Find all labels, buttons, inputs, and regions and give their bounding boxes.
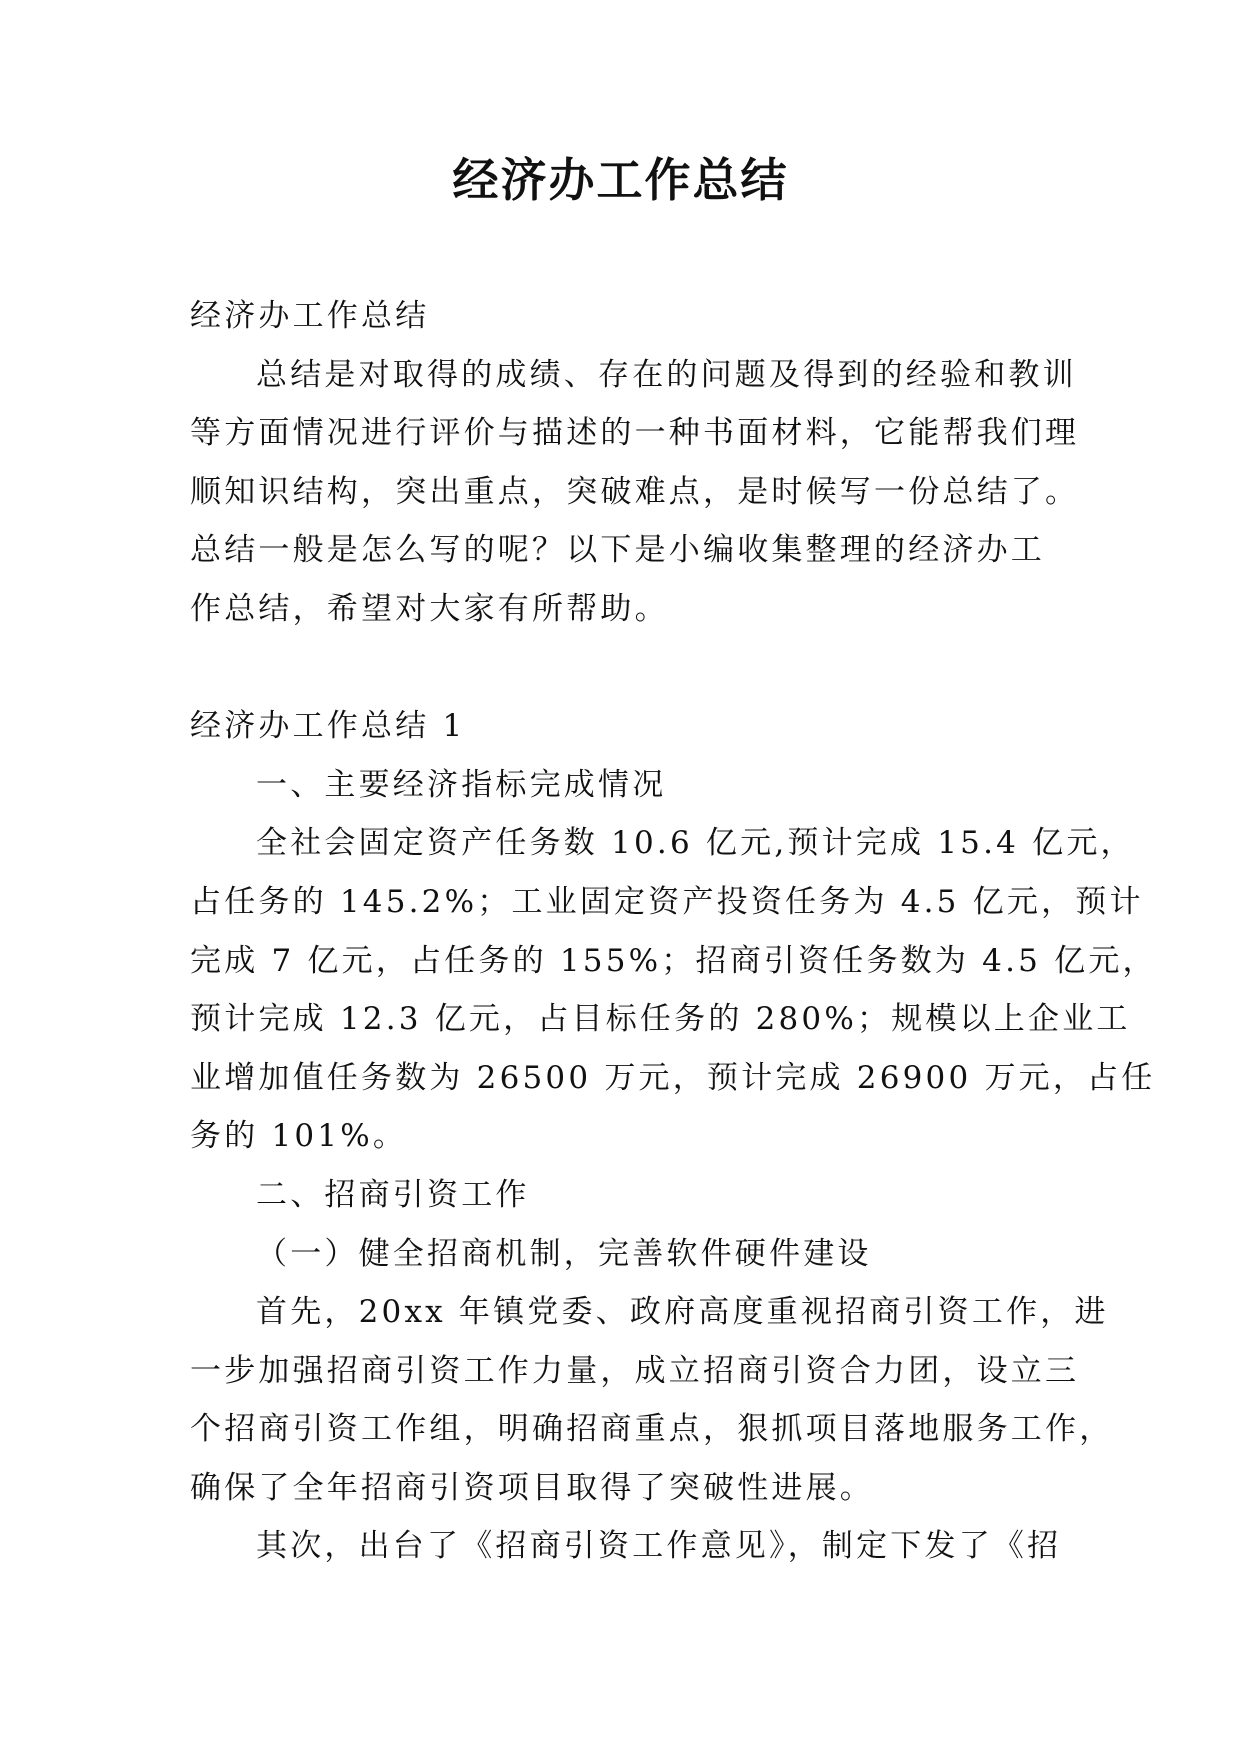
intro-line: 等方面情况进行评价与描述的一种书面材料，它能帮我们理 [190,415,1080,452]
document-title: 经济办工作总结 [452,153,789,207]
part1-line: 务的 101%。 [190,1118,408,1155]
paragraph-line: 确保了全年招商引资项目取得了突破性进展。 [190,1469,874,1506]
paragraph-line: 个招商引资工作组，明确招商重点，狠抓项目落地服务工作， [190,1411,1114,1448]
paragraph-line: 一步加强招商引资工作力量，成立招商引资合力团，设立三 [190,1352,1080,1389]
part1-line: 预计完成 12.3 亿元，占目标任务的 280%；规模以上企业工 [190,1001,1131,1038]
part1-line: 全社会固定资产任务数 10.6 亿元,预计完成 15.4 亿元， [256,825,1135,862]
intro-line: 作总结，希望对大家有所帮助。 [190,590,669,627]
paragraph-line: 首先，20xx 年镇党委、政府高度重视招商引资工作，进 [256,1294,1109,1331]
section-heading: 经济办工作总结 1 [190,708,466,745]
part-heading: 二、招商引资工作 [256,1176,530,1213]
paragraph-spacer [190,639,1070,698]
subsection-heading: （一）健全招商机制，完善软件硬件建设 [256,1235,872,1272]
part-heading: 一、主要经济指标完成情况 [256,766,667,803]
document-heading: 经济办工作总结 [190,298,430,334]
intro-line: 总结一般是怎么写的呢？以下是小编收集整理的经济办工 [190,532,1045,569]
part1-line: 完成 7 亿元，占任务的 155%；招商引资任务数为 4.5 亿元， [190,942,1157,979]
intro-line: 顺知识结构，突出重点，突破难点，是时候写一份总结了。 [190,473,1080,510]
document-body [190,287,1157,1576]
intro-line: 总结是对取得的成绩、存在的问题及得到的经验和教训 [256,356,1077,393]
paragraph-line: 其次，出台了《招商引资工作意见》，制定下发了《招 [256,1528,1062,1565]
part1-line: 占任务的 145.2%；工业固定资产投资任务为 4.5 亿元，预计 [190,883,1144,920]
part1-line: 业增加值任务数为 26500 万元，预计完成 26900 万元，占任 [190,1059,1156,1096]
